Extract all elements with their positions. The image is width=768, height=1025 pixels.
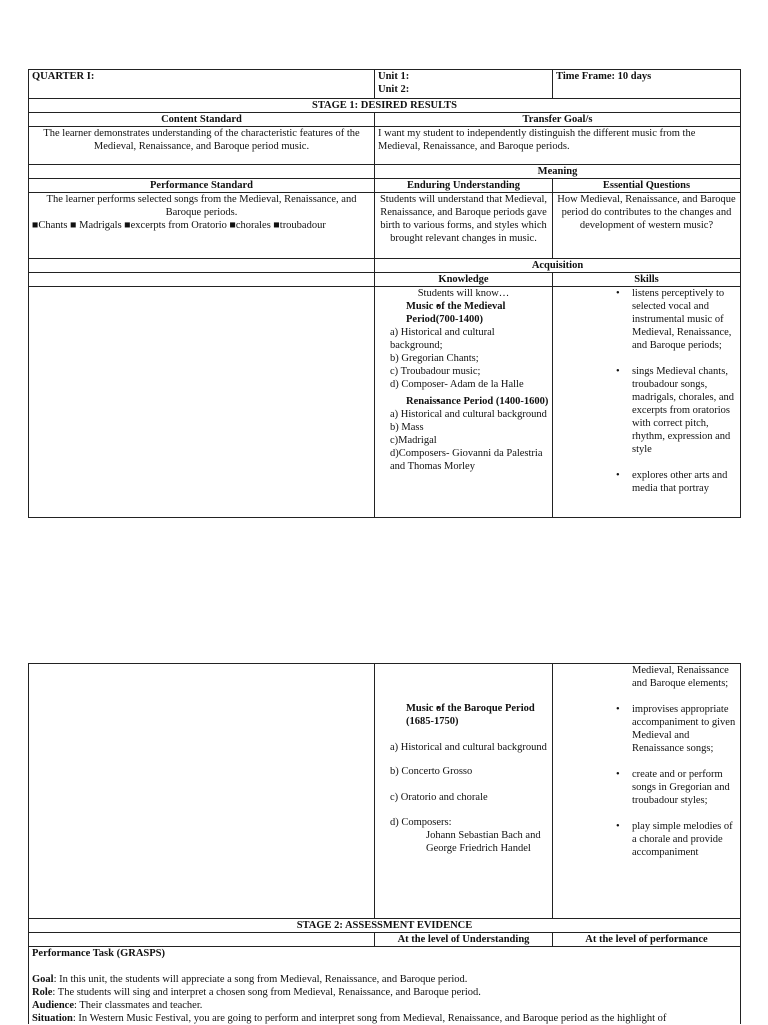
stage2-title: STAGE 2: ASSESSMENT EVIDENCE xyxy=(296,920,473,931)
content-standard-text: The learner demonstrates understanding of the characteristic features of the Medieval, Renaissance, and Baroque period music. xyxy=(29,127,375,164)
knowledge-intro: Students will know… xyxy=(417,288,510,299)
skill-explores: • explores other arts and media that portray xyxy=(556,469,737,495)
renaissance-a: a) Historical and cultural background xyxy=(390,409,547,420)
stage1-title: STAGE 1: DESIRED RESULTS xyxy=(311,100,457,111)
skill-create: • create and or perform songs in Gregorian and troubadour styles; xyxy=(556,768,737,807)
baroque-a: a) Historical and cultural background xyxy=(390,742,547,753)
grasps-section xyxy=(29,947,740,1025)
acquisition-label: Acquisition xyxy=(531,260,584,271)
knowledge-label: Knowledge xyxy=(375,273,553,286)
medieval-a: a) Historical and cultural background; xyxy=(390,327,495,351)
goal-label: Goal xyxy=(32,974,54,985)
baroque-d-names: Johann Sebastian Bach and George Friedrich Handel xyxy=(426,830,541,854)
assessment-spacer xyxy=(29,933,375,946)
skills-label: Skills xyxy=(634,274,659,285)
transfer-goal-text: I want my student to independently distinguish the different music from the Medieval, Renaissance, and Baroque periods. xyxy=(378,128,696,152)
grasps-goal xyxy=(32,973,737,986)
performance-standard-label: Performance Standard xyxy=(29,179,375,192)
performance-task-title: Performance Task (GRASPS) xyxy=(32,948,165,959)
skills-list-2 xyxy=(553,664,740,918)
audience-label: Audience xyxy=(32,1000,74,1011)
skills-list xyxy=(553,287,740,517)
performance-forms: ■Chants ■ Madrigals ■excerpts from Oratorio ■chorales ■troubadour xyxy=(32,220,326,231)
grasps-situation xyxy=(32,1012,737,1025)
performance-level-label: At the level of performance xyxy=(585,934,708,945)
audience-text: : Their classmates and teacher. xyxy=(74,1000,203,1011)
renaissance-c: c)Madrigal xyxy=(390,435,437,446)
time-frame: Time Frame: 10 days xyxy=(556,71,652,82)
skill-listens: • listens perceptively to selected vocal and instrumental music of Medieval, Renaissance, and Baroque periods; xyxy=(556,287,737,352)
role-text: : The students will sing and interpret a chosen song from Medieval, Renaissance, and Baroque period. xyxy=(52,987,481,998)
renaissance-title: • Renaissance Period (1400-1600) xyxy=(378,395,549,408)
quarter-label: QUARTER I: xyxy=(29,70,375,98)
skill-explores-cont: Medieval, Renaissance and Baroque elements; xyxy=(632,665,729,689)
situation-label: Situation xyxy=(32,1013,73,1024)
knowledge-list xyxy=(375,287,553,517)
meaning-label: Meaning xyxy=(537,166,578,177)
baroque-d: d) Composers: xyxy=(390,817,452,828)
knowledge-spacer xyxy=(29,273,375,286)
situation-text: : In Western Music Festival, you are going to perform and interpret song from Medieval, Renaissance, and Baroque period as the highlight of xyxy=(72,1013,667,1024)
baroque-title: • Music of the Baroque Period (1685-1750) xyxy=(378,702,549,728)
baroque-c: c) Oratorio and chorale xyxy=(390,792,488,803)
performance-standard-text: The learner performs selected songs from the Medieval, Renaissance, and Baroque periods. xyxy=(46,194,357,218)
unit-labels xyxy=(375,70,553,98)
unit2-label: Unit 2: xyxy=(378,84,410,95)
empty-left-cell xyxy=(29,287,375,517)
grasps-audience xyxy=(32,999,737,1012)
medieval-c: c) Troubadour music; xyxy=(390,366,481,377)
goal-text: : In this unit, the students will appreciate a song from Medieval, Renaissance, and Baroque period. xyxy=(53,974,468,985)
baroque-b: b) Concerto Grosso xyxy=(390,766,473,777)
renaissance-b: b) Mass xyxy=(390,422,424,433)
understanding-level-label: At the level of Understanding xyxy=(375,933,553,946)
acquisition-spacer xyxy=(29,259,375,272)
plan-table-page2 xyxy=(28,663,741,1024)
empty-left-cell-2 xyxy=(29,664,375,918)
meaning-spacer xyxy=(29,165,375,178)
renaissance-d: d)Composers- Giovanni da Palestria and Thomas Morley xyxy=(390,448,543,472)
medieval-d: d) Composer- Adam de la Halle xyxy=(390,379,524,390)
content-standard-label: Content Standard xyxy=(29,113,375,126)
medieval-b: b) Gregorian Chants; xyxy=(390,353,479,364)
unit1-label: Unit 1: xyxy=(378,71,410,82)
knowledge-list-2 xyxy=(375,664,553,918)
skill-sings: • sings Medieval chants, troubadour songs, madrigals, chorales, and excerpts from oratorios with correct pitch, rhythm, expression and style xyxy=(556,365,737,456)
skill-play: • play simple melodies of a chorale and provide accompaniment xyxy=(556,820,737,859)
essential-questions-text: How Medieval, Renaissance, and Baroque period do contributes to the changes and development of western music? xyxy=(557,194,736,231)
enduring-understanding-text: Students will understand that Medieval, Renaissance, and Baroque periods gave birth to various forms, and styles which brought relevant changes in music. xyxy=(375,193,553,258)
performance-standard-cell xyxy=(29,193,375,258)
enduring-understanding-label: Enduring Understanding xyxy=(375,179,553,192)
skill-improvises: • improvises appropriate accompaniment to given Medieval and Renaissance songs; xyxy=(556,703,737,755)
essential-questions-label: Essential Questions xyxy=(602,180,691,191)
medieval-title: • Music of the Medieval Period(700-1400) xyxy=(378,300,549,326)
grasps-role xyxy=(32,986,737,999)
plan-table-page1 xyxy=(28,69,741,518)
role-label: Role xyxy=(32,987,53,998)
transfer-goal-label: Transfer Goal/s xyxy=(522,114,593,125)
